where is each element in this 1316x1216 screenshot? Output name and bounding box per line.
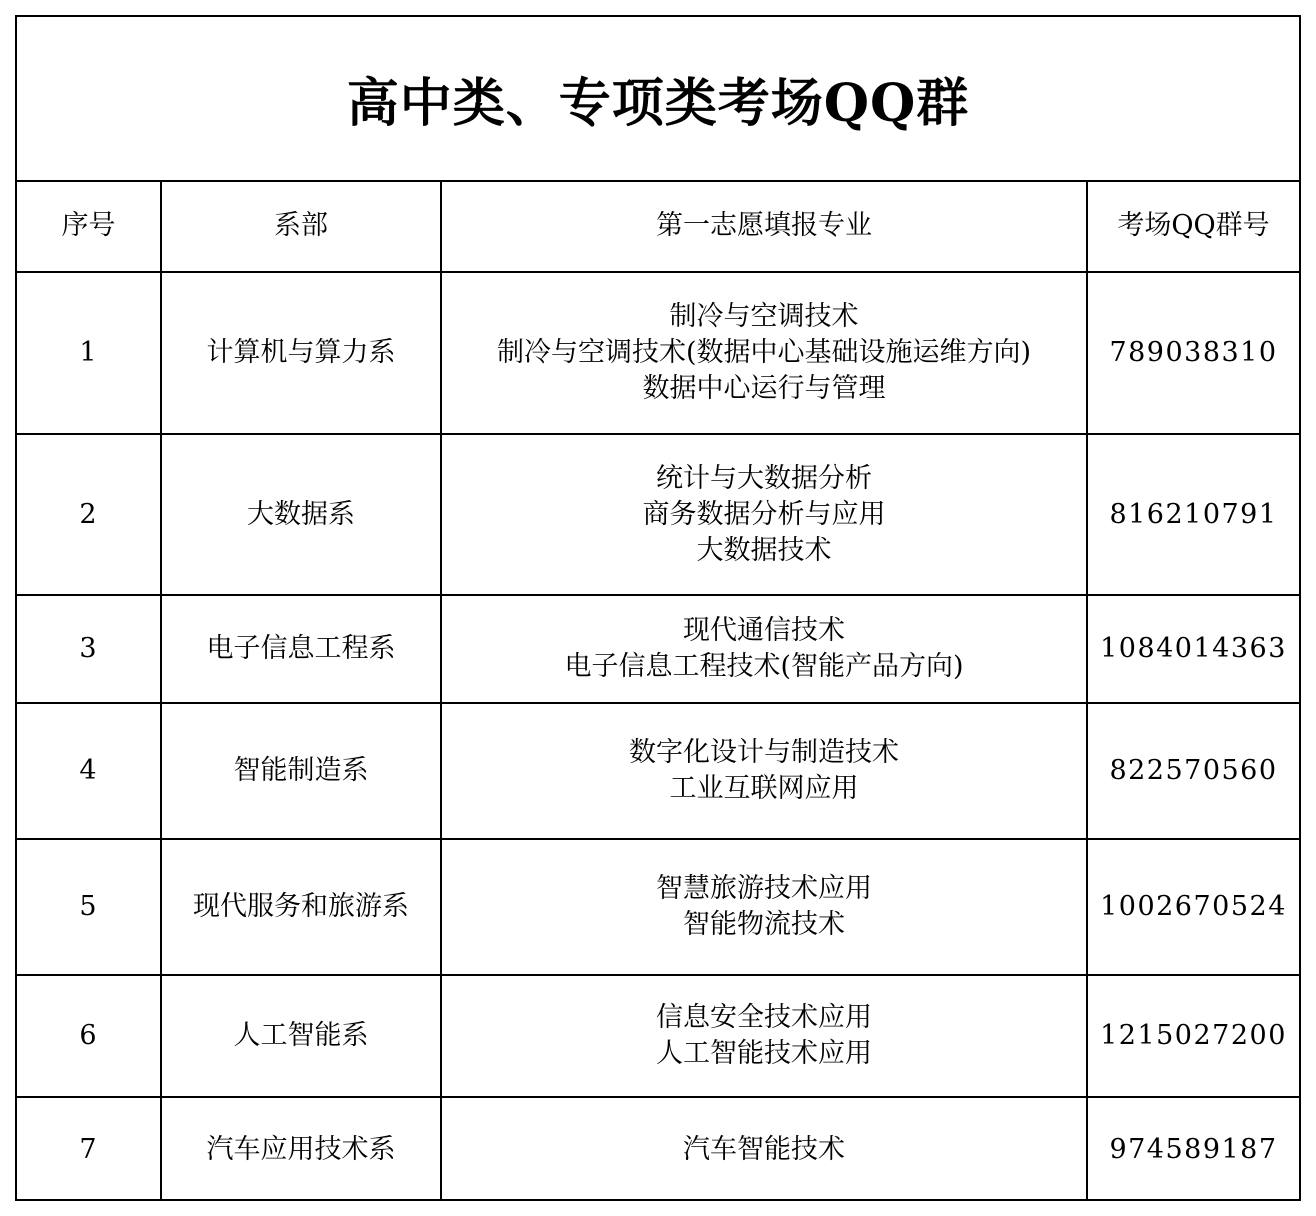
row-department: 现代服务和旅游系 <box>161 839 441 975</box>
major-item: 制冷与空调技术(数据中心基础设施运维方向) <box>496 337 1032 368</box>
row-majors <box>441 703 1087 839</box>
header-row <box>17 181 1299 272</box>
header-department: 系部 <box>161 181 441 272</box>
table-row <box>17 434 1299 595</box>
table-row <box>17 1097 1299 1201</box>
major-item: 信息安全技术应用 <box>656 1002 872 1033</box>
row-index: 7 <box>17 1097 161 1201</box>
header-qq: 考场QQ群号 <box>1087 181 1299 272</box>
major-item: 数据中心运行与管理 <box>642 373 886 404</box>
row-index: 6 <box>17 975 161 1097</box>
row-department: 智能制造系 <box>161 703 441 839</box>
page-title: 高中类、专项类考场QQ群 <box>346 73 970 134</box>
row-index: 5 <box>17 839 161 975</box>
row-majors <box>441 1097 1087 1201</box>
row-qq: 1084014363 <box>1087 595 1299 703</box>
row-qq: 822570560 <box>1087 703 1299 839</box>
major-item: 统计与大数据分析 <box>656 462 872 494</box>
row-majors <box>441 272 1087 434</box>
title-row <box>17 17 1299 182</box>
row-qq: 816210791 <box>1087 434 1299 595</box>
header-index: 序号 <box>17 181 161 272</box>
row-department: 计算机与算力系 <box>161 272 441 434</box>
row-department: 电子信息工程系 <box>161 595 441 703</box>
qq-group-table-sheet <box>15 15 1301 1201</box>
major-item: 电子信息工程技术(智能产品方向) <box>564 651 964 682</box>
qq-group-table <box>17 181 1299 1201</box>
row-index: 1 <box>17 272 161 434</box>
table-row <box>17 272 1299 434</box>
major-item: 数字化设计与制造技术 <box>629 737 899 768</box>
major-item: 制冷与空调技术 <box>669 301 859 332</box>
major-item: 现代通信技术 <box>683 615 845 646</box>
row-majors <box>441 975 1087 1097</box>
row-index: 4 <box>17 703 161 839</box>
major-item: 人工智能技术应用 <box>656 1038 872 1069</box>
row-index: 3 <box>17 595 161 703</box>
row-index: 2 <box>17 434 161 595</box>
row-department: 大数据系 <box>161 434 441 595</box>
row-qq: 789038310 <box>1087 272 1299 434</box>
row-majors <box>441 839 1087 975</box>
header-major: 第一志愿填报专业 <box>441 181 1087 272</box>
major-item: 商务数据分析与应用 <box>642 498 886 530</box>
row-qq: 974589187 <box>1087 1097 1299 1201</box>
table-row <box>17 975 1299 1097</box>
major-item: 智能物流技术 <box>683 909 845 940</box>
table-row <box>17 839 1299 975</box>
major-item: 大数据技术 <box>696 534 832 566</box>
major-item: 汽车智能技术 <box>683 1133 845 1165</box>
row-department: 人工智能系 <box>161 975 441 1097</box>
row-majors <box>441 434 1087 595</box>
row-department: 汽车应用技术系 <box>161 1097 441 1201</box>
major-item: 工业互联网应用 <box>669 773 859 804</box>
table-row <box>17 595 1299 703</box>
major-item: 智慧旅游技术应用 <box>656 873 872 904</box>
row-majors <box>441 595 1087 703</box>
row-qq: 1215027200 <box>1087 975 1299 1097</box>
table-row <box>17 703 1299 839</box>
row-qq: 1002670524 <box>1087 839 1299 975</box>
